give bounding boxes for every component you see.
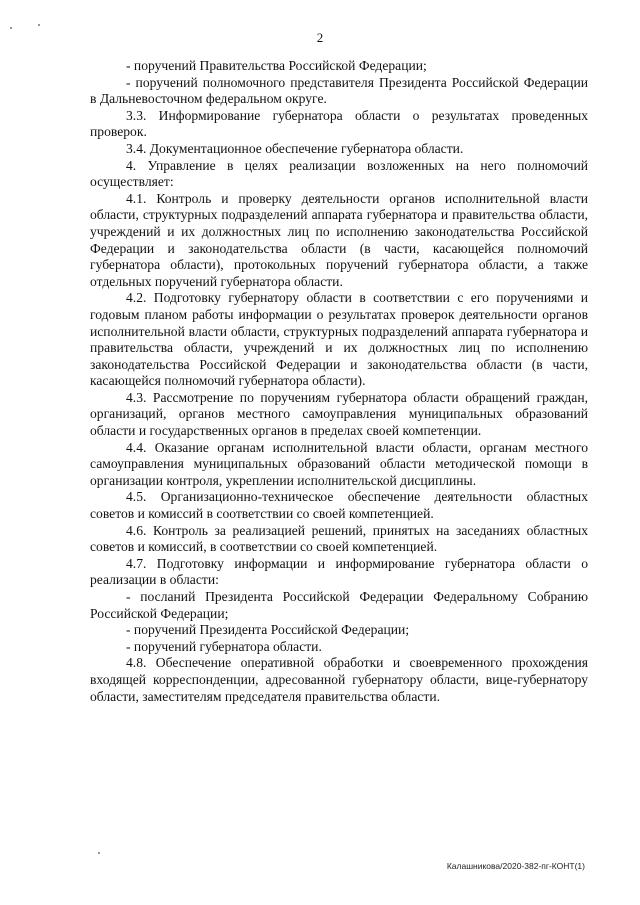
page-number: 2: [316, 30, 324, 45]
scan-speck: [98, 852, 100, 854]
paragraph: 4. Управление в целях реализации возложенных на него полномочий осуществляет:: [90, 157, 588, 190]
paragraph: 4.7. Подготовку информации и информирование губернатора области о реализации в области:: [90, 555, 588, 588]
paragraph: 4.6. Контроль за реализацией решений, принятых на заседаниях областных советов и комиссий, в соответствии со своей компетенцией.: [90, 522, 588, 555]
paragraph: 3.4. Документационное обеспечение губернатора области.: [126, 140, 464, 156]
paragraph: - поручений Правительства Российской Федерации;: [126, 58, 427, 73]
scan-speck: [10, 27, 12, 29]
paragraph: 4.5. Организационно-техническое обеспечение деятельности областных советов и комиссий в соответствии со своей компетенцией.: [90, 489, 588, 522]
paragraph: 4.1. Контроль и проверку деятельности органов исполнительной власти области, структурных подразделений аппарата губернатора и правительства области, учреждений и их должностных лиц по исполнению законодательства Российской Федерации и законодательства области (в части, касающейся полномочий губернатора области), протокольных поручений губернатора области, а также отдельных поручений губернатора области.: [90, 190, 588, 289]
paragraph: - поручений полномочного представителя Президента Российской Федерации в Дальневосточном федеральном округе.: [90, 74, 588, 107]
paragraph: - посланий Президента Российской Федерации Федеральному Собранию Российской Федерации;: [90, 589, 588, 621]
paragraph: 4.4. Оказание органам исполнительной власти области, органам местного самоуправления муниципальных образований области методической помощи в организации контроля, укреплении исполнительской дисциплины.: [90, 439, 588, 488]
paragraph: - поручений губернатора области.: [126, 638, 322, 654]
paragraph: - поручений Президента Российской Федерации;: [126, 622, 410, 638]
document-body: [90, 58, 588, 705]
paragraph: 4.3. Рассмотрение по поручениям губернатора области обращений граждан, организаций, органов местного самоуправления муниципальных образований области и государственных органов в пределах своей компетенции.: [90, 389, 588, 439]
paragraph: 3.3. Информирование губернатора области о результатах проведенных проверок.: [90, 107, 588, 140]
paragraph: 4.8. Обеспечение оперативной обработки и своевременного прохождения входящей корреспонденции, адресованной губернатору области, вице-губернатору области, заместителям председателя правительства области.: [90, 655, 588, 704]
paragraph: 4.2. Подготовку губернатору области в соответствии с его поручениями и годовым планом работы информации о результатах проверок деятельности органов исполнительной власти области, структурных подразделений аппарата губернатора и правительства области, учреждений и их должностных лиц по исполнению законодательства Российской Федерации и законодательства области (в части, касающейся полномочий губернатора области).: [90, 290, 588, 389]
scan-speck: [38, 24, 40, 26]
document-code: Калашникова/2020-382-пг-КОНТ(1): [446, 861, 585, 871]
